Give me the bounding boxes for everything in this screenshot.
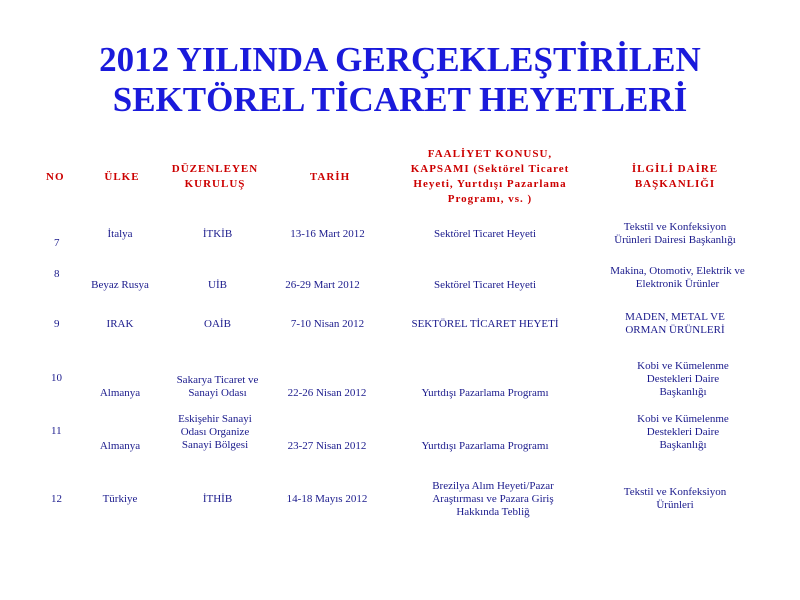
page-title (0, 40, 800, 120)
table-row-no: 8 (54, 268, 60, 280)
table-row-organizer: İTKİB (202, 228, 233, 240)
table-row-date: 23-27 Nisan 2012 (287, 440, 367, 452)
table-row-country: Almanya (99, 387, 141, 399)
table-row-date: 26-29 Mart 2012 (285, 279, 360, 291)
header-activity: FAALİYET KONUSU, KAPSAMI (Sektörel Ticaret Heyeti, Yurtdışı Pazarlama Programı, vs. ) (410, 148, 570, 205)
table-row-no: 7 (54, 237, 60, 249)
table-row-department: Tekstil ve Konfeksiyon Ürünleri Dairesi Başkanlığı (614, 221, 736, 246)
table-row-organizer: Sakarya Ticaret ve Sanayi Odası (176, 374, 259, 399)
header-department: İLGİLİ DAİRE BAŞKANLIĞI (631, 163, 719, 190)
table-row-no: 11 (51, 425, 62, 437)
table-row-activity: Brezilya Alım Heyeti/Pazar Araştırması ve Pazara Giriş Hakkında Tebliğ (432, 480, 554, 518)
table-row-country: IRAK (106, 318, 134, 330)
header-organizer: DÜZENLEYEN KURULUŞ (171, 163, 259, 190)
table-row-department: Kobi ve Kümelenme Destekleri Daire Başkanlığı (637, 360, 729, 398)
table-row-activity: Yurtdışı Pazarlama Programı (421, 387, 549, 399)
table-row-date: 13-16 Mart 2012 (290, 228, 365, 240)
table-row-date: 7-10 Nisan 2012 (290, 318, 365, 330)
table-row-organizer: İTHİB (202, 493, 233, 505)
table-row-activity: SEKTÖREL TİCARET HEYETİ (411, 318, 559, 330)
table-row-activity: Sektörel Ticaret Heyeti (433, 228, 537, 240)
table-row-date: 22-26 Nisan 2012 (287, 387, 367, 399)
table-row-no: 12 (51, 493, 62, 505)
table-row-country: Almanya (99, 440, 141, 452)
table-row-no: 10 (51, 372, 62, 384)
header-date: TARİH (309, 171, 351, 183)
title-line-1: 2012 YILINDA GERÇEKLEŞTİRİLEN (99, 40, 701, 79)
table-row-activity: Yurtdışı Pazarlama Programı (421, 440, 549, 452)
header-country: ÜLKE (104, 171, 140, 183)
table-row-country: İtalya (107, 228, 133, 240)
title-line-2: SEKTÖREL TİCARET HEYETLERİ (112, 80, 688, 119)
table-row-no: 9 (54, 318, 60, 330)
table-row-department: MADEN, METAL VE ORMAN ÜRÜNLERİ (625, 311, 725, 336)
table-row-department: Makina, Otomotiv, Elektrik ve Elektronik Ürünler (610, 265, 745, 290)
table-row-activity: Sektörel Ticaret Heyeti (433, 279, 537, 291)
table-row-organizer: OAİB (204, 318, 231, 330)
table-row-country: Türkiye (102, 493, 138, 505)
table-row-department: Kobi ve Kümelenme Destekleri Daire Başkanlığı (637, 413, 729, 451)
table-row-country: Beyaz Rusya (91, 279, 149, 291)
table-row-organizer: UİB (208, 279, 227, 291)
header-no: NO (46, 171, 65, 183)
table-row-department: Tekstil ve Konfeksiyon Ürünleri (623, 486, 727, 511)
table-row-date: 14-18 Mayıs 2012 (286, 493, 368, 505)
table-row-organizer: Eskişehir Sanayi Odası Organize Sanayi Bölgesi (178, 413, 252, 451)
